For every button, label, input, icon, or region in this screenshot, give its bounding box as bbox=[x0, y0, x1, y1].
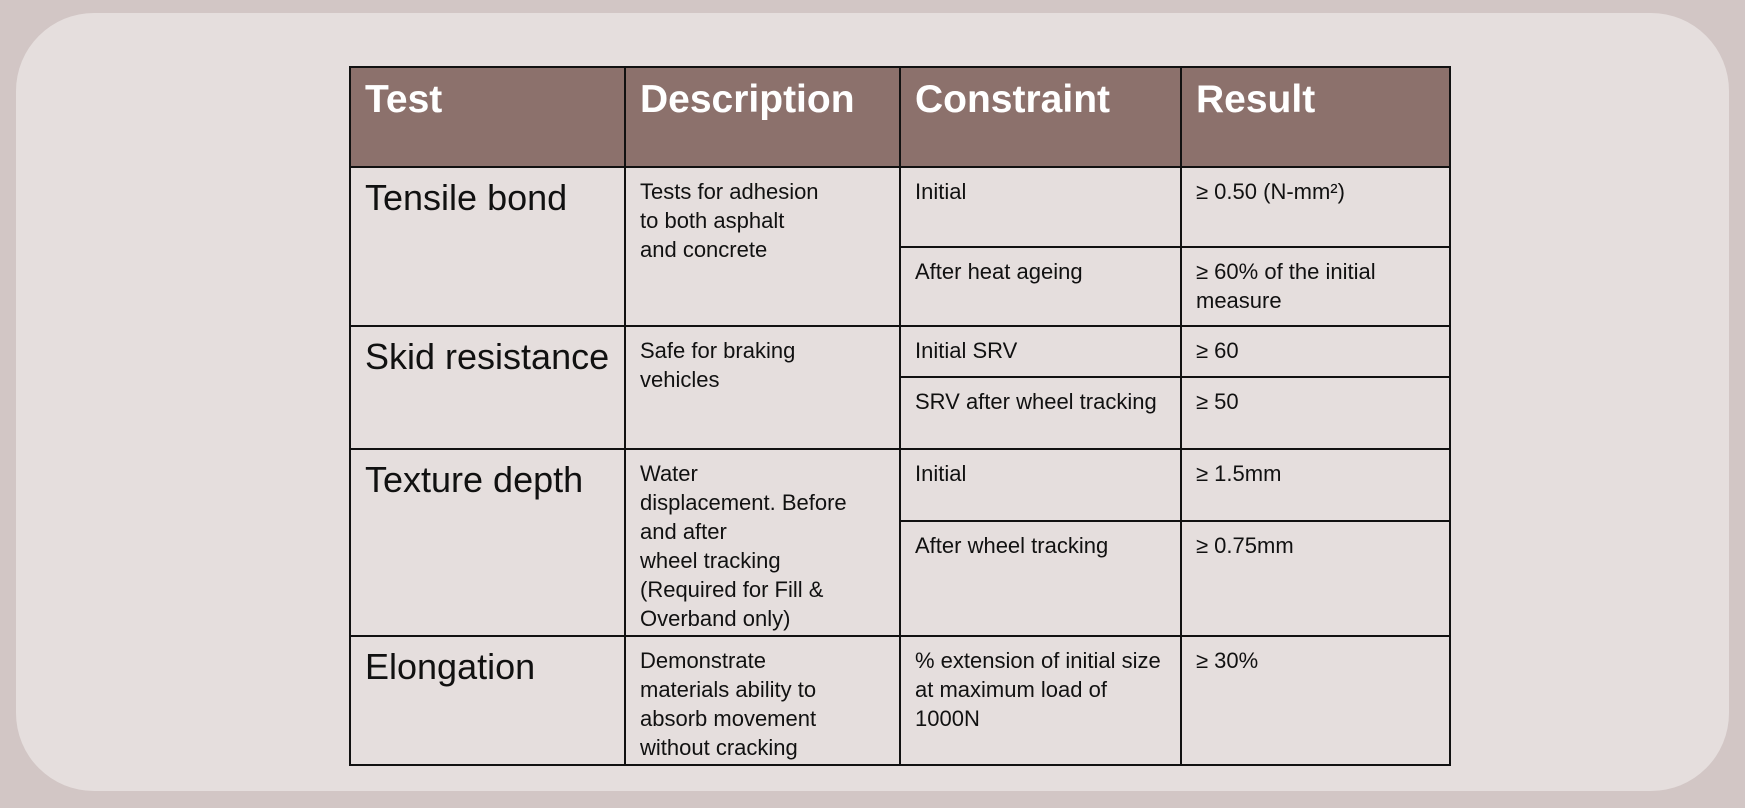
description-line: displacement. Before bbox=[640, 490, 847, 515]
result-cell: ≥ 0.75mm bbox=[1181, 521, 1450, 636]
constraint-cell: Initial SRV bbox=[900, 326, 1181, 377]
description-line: Safe for braking bbox=[640, 338, 796, 363]
description-line: vehicles bbox=[640, 367, 720, 392]
test-name-cell: Skid resistance bbox=[350, 326, 625, 449]
description-line: and after bbox=[640, 519, 727, 544]
description-cell bbox=[625, 449, 900, 636]
slide-card bbox=[16, 13, 1729, 791]
result-cell: ≥ 1.5mm bbox=[1181, 449, 1450, 521]
description-cell bbox=[625, 636, 900, 765]
table-header-row bbox=[350, 67, 1450, 167]
test-name-cell: Elongation bbox=[350, 636, 625, 765]
description-line: wheel tracking bbox=[640, 548, 781, 573]
constraint-cell: Initial bbox=[900, 449, 1181, 521]
constraint-cell: SRV after wheel tracking bbox=[900, 377, 1181, 449]
result-cell: ≥ 60 bbox=[1181, 326, 1450, 377]
description-line: without cracking bbox=[640, 735, 798, 760]
result-cell: ≥ 60% of the initial measure bbox=[1181, 247, 1450, 326]
description-line: to both asphalt bbox=[640, 208, 785, 233]
test-name-cell: Texture depth bbox=[350, 449, 625, 636]
description-line: (Required for Fill & bbox=[640, 577, 824, 602]
header-constraint: Constraint bbox=[900, 67, 1181, 167]
result-cell: ≥ 50 bbox=[1181, 377, 1450, 449]
table-row bbox=[350, 636, 1450, 765]
description-line: absorb movement bbox=[640, 706, 817, 731]
table-row bbox=[350, 449, 1450, 521]
table-row bbox=[350, 167, 1450, 247]
description-line: Overband only) bbox=[640, 606, 791, 631]
description-line: Water bbox=[640, 461, 698, 486]
test-spec-table bbox=[349, 66, 1451, 766]
result-cell: ≥ 0.50 (N-mm²) bbox=[1181, 167, 1450, 247]
description-cell bbox=[625, 326, 900, 449]
header-result: Result bbox=[1181, 67, 1450, 167]
description-line: Demonstrate bbox=[640, 648, 766, 673]
header-test: Test bbox=[350, 67, 625, 167]
constraint-cell: After wheel tracking bbox=[900, 521, 1181, 636]
table-row bbox=[350, 326, 1450, 377]
constraint-cell: After heat ageing bbox=[900, 247, 1181, 326]
description-line: materials ability to bbox=[640, 677, 817, 702]
header-description: Description bbox=[625, 67, 900, 167]
description-line: Tests for adhesion bbox=[640, 179, 819, 204]
constraint-cell: % extension of initial size at maximum load of 1000N bbox=[900, 636, 1181, 765]
constraint-cell: Initial bbox=[900, 167, 1181, 247]
result-cell: ≥ 30% bbox=[1181, 636, 1450, 765]
description-line: and concrete bbox=[640, 237, 768, 262]
test-name-cell: Tensile bond bbox=[350, 167, 625, 326]
description-cell bbox=[625, 167, 900, 326]
